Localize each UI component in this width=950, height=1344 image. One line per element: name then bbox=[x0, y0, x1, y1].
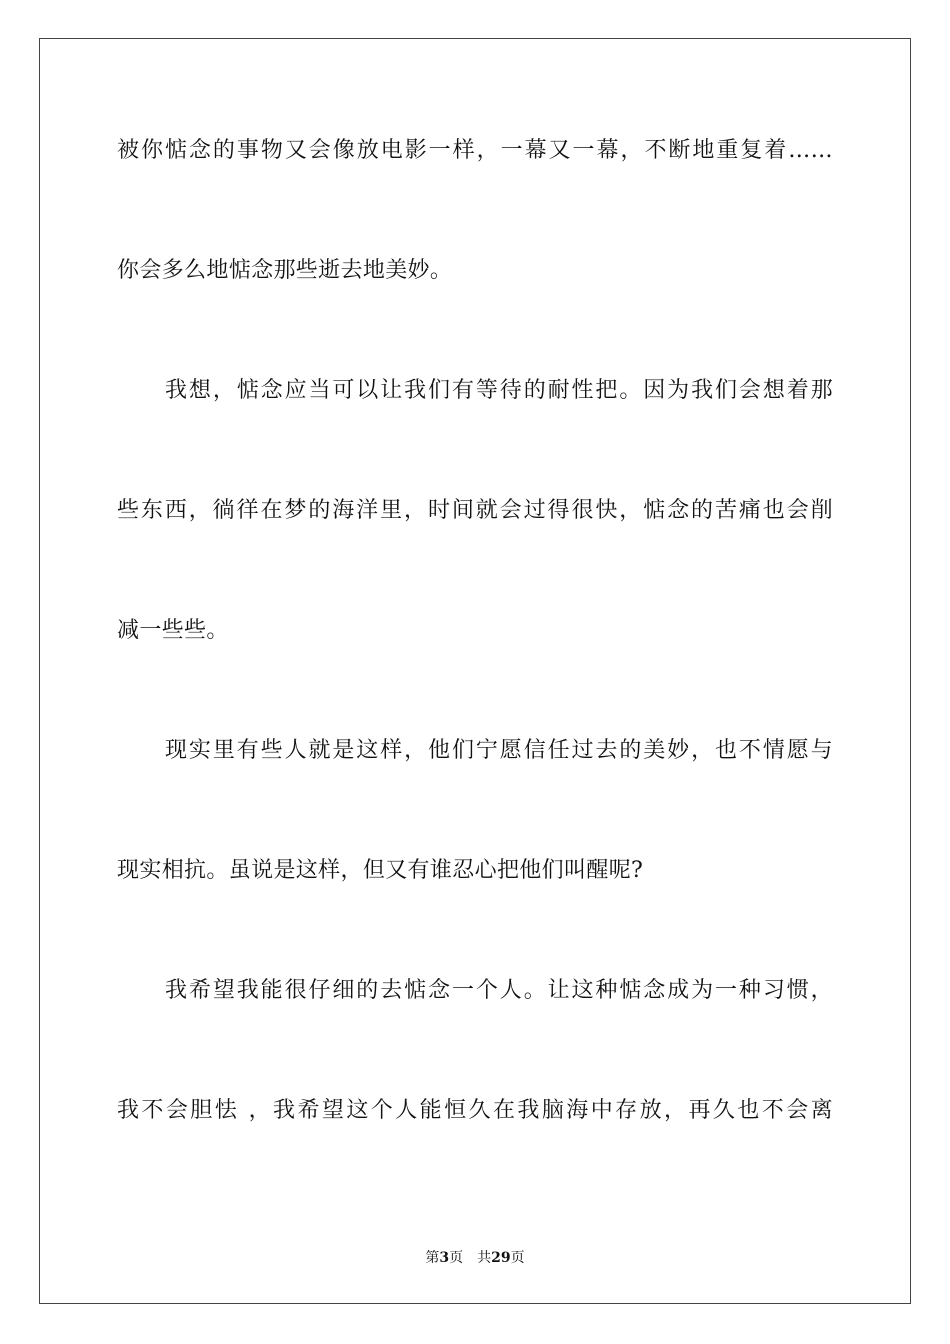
text-line-7: 现实相抗。虽说是这样，但又有谁忍心把他们叫醒呢? bbox=[117, 858, 644, 883]
text-line-8: 我希望我能很仔细的去惦念一个人。让这种惦念成为一种习惯， bbox=[165, 978, 833, 1003]
page-footer bbox=[0, 1248, 950, 1268]
total-suffix: 页 bbox=[510, 1250, 525, 1266]
page-number: 3 bbox=[439, 1250, 450, 1266]
text-line-3: 我想，惦念应当可以让我们有等待的耐性把。因为我们会想着那 bbox=[165, 378, 833, 403]
text-line-4: 些东西，徜徉在梦的海洋里，时间就会过得很快，惦念的苦痛也会削 bbox=[117, 498, 833, 523]
text-line-1: 被你惦念的事物又会像放电影一样，一幕又一幕，不断地重复着…… bbox=[117, 138, 833, 163]
text-line-2: 你会多么地惦念那些逝去地美妙。 bbox=[117, 258, 453, 283]
page-suffix: 页 bbox=[449, 1250, 464, 1266]
text-line-6: 现实里有些人就是这样，他们宁愿信任过去的美妙，也不情愿与 bbox=[165, 738, 833, 763]
page-prefix: 第 bbox=[425, 1250, 440, 1266]
text-line-9: 我不会胆怯 ，我希望这个人能恒久在我脑海中存放，再久也不会离 bbox=[117, 1098, 833, 1123]
text-line-5: 减一些些。 bbox=[117, 618, 229, 643]
total-prefix: 共 bbox=[477, 1250, 492, 1266]
total-pages: 29 bbox=[491, 1250, 511, 1266]
